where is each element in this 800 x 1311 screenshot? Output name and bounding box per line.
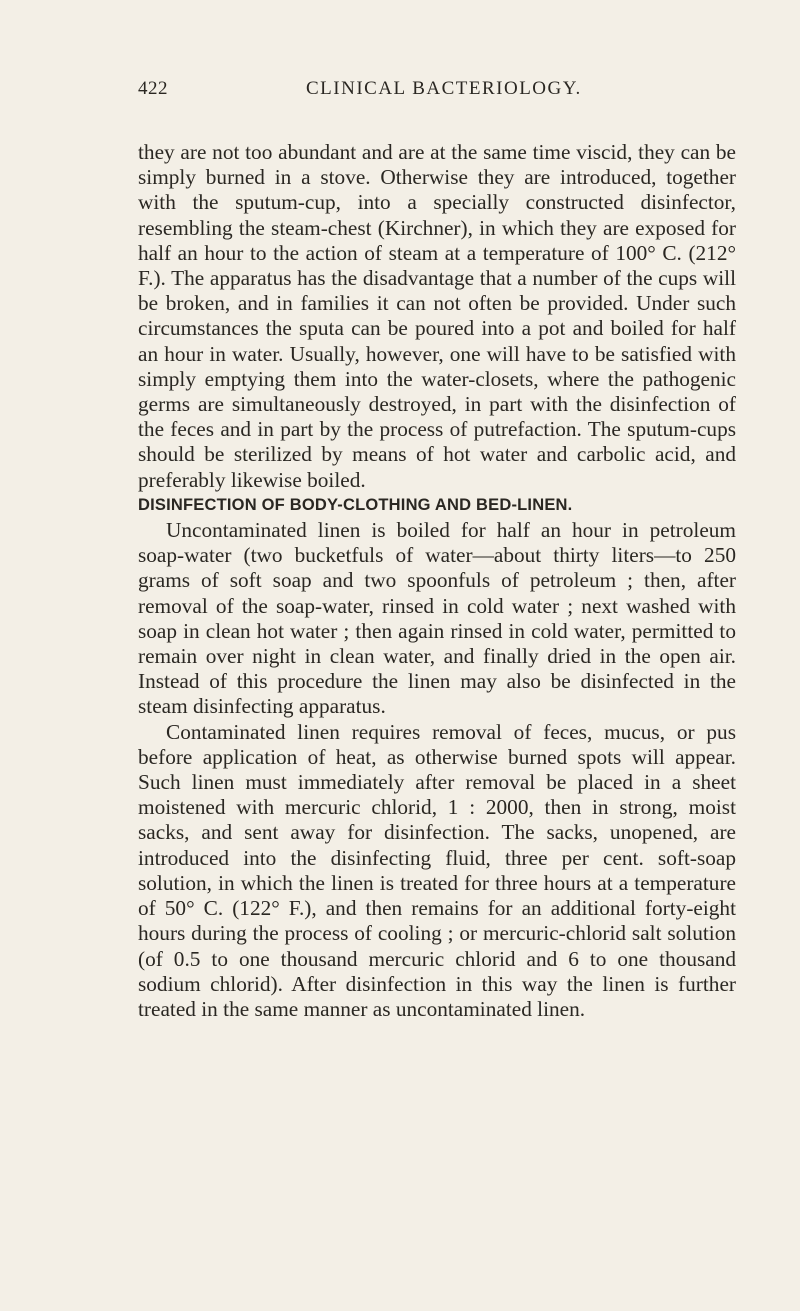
body-text xyxy=(138,140,736,1022)
paragraph-uncontaminated-linen: Uncontaminated linen is boiled for half an hour in petroleum soap-water (two bucketfuls of water—about thirty liters—to 250 grams of soft soap and two spoonfuls of petroleum ; then, after removal of the soap-water, rinsed in cold water ; next washed with soap in clean hot water ; then again rinsed in cold water, permitted to remain over night in clean water, and finally dried in the open air. Instead of this procedure the linen may also be disinfected in the steam disinfecting apparatus. xyxy=(138,518,736,719)
paragraph-sputum-disposal: they are not too abundant and are at the same time viscid, they can be simply burned in a stove. Otherwise they are introduced, together with the sputum-cup, into a specially constructed disinfector, resembling the steam-chest (Kirchner), in which they are exposed for half an hour to the action of steam at a temperature of 100° C. (212° F.). The apparatus has the disadvantage that a number of the cups will be broken, and in families it can not often be provided. Under such circumstances the sputa can be poured into a pot and boiled for half an hour in water. Usually, however, one will have to be satisfied with simply emptying them into the water-closets, where the pathogenic germs are simultaneously destroyed, in part with the disinfection of the feces and in part by the process of putrefaction. The sputum-cups should be sterilized by means of hot water and carbolic acid, and preferably likewise boiled. xyxy=(138,140,736,492)
page-number: 422 xyxy=(138,78,168,99)
running-head: CLINICAL BACTERIOLOGY. xyxy=(306,78,582,99)
paragraph-contaminated-linen: Contaminated linen requires removal of feces, mucus, or pus before application of heat, as otherwise burned spots will appear. Such linen must immediately after removal be placed in a sheet moistened with mercuric chlorid, 1 : 2000, then in strong, moist sacks, and sent away for disinfection. The sacks, unopened, are introduced into the disinfecting fluid, three per cent. soft-soap solution, in which the linen is treated for three hours at a temperature of 50° C. (122° F.), and then remains for an additional forty-eight hours during the process of cooling ; or mercuric-chlorid salt solution (of 0.5 to one thousand mercuric chlorid and 6 to one thousand sodium chlorid). After disinfection in this way the linen is further treated in the same manner as uncontaminated linen. xyxy=(138,719,736,1021)
page-header xyxy=(138,78,718,108)
section-heading: DISINFECTION OF BODY-CLOTHING AND BED-LINEN. xyxy=(138,495,573,514)
